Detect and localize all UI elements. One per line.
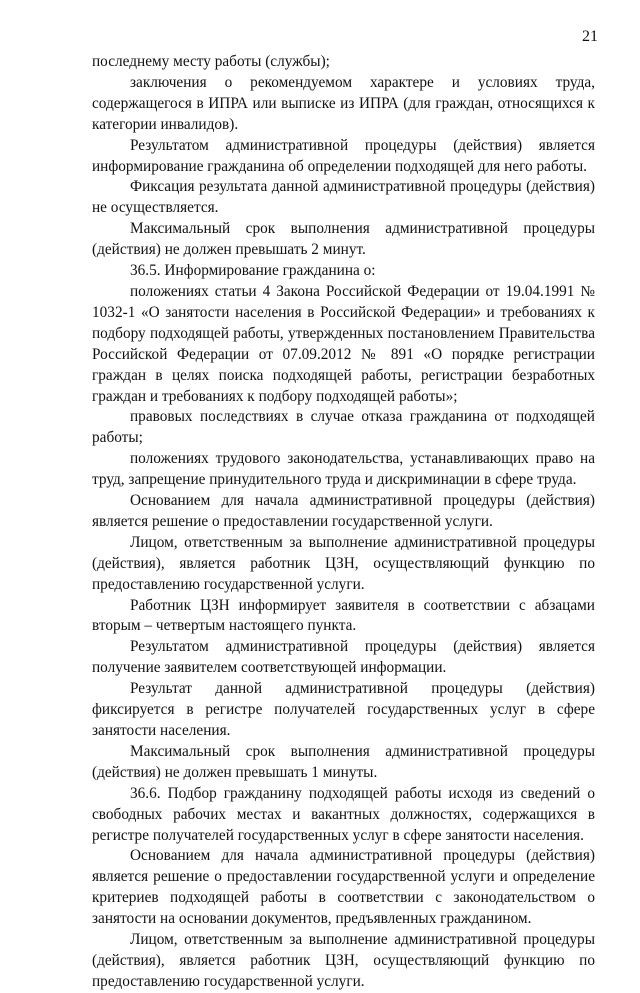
paragraph: положениях трудового законодательства, устанавливающих право на труд, запрещение принудительного труда и дискриминации в сфере труда. [92, 450, 595, 489]
paragraph: Лицом, ответственным за выполнение административной процедуры (действия), является работник ЦЗН, осуществляющий функцию по предоставлению государственной услуги. [92, 931, 595, 990]
document-body [92, 52, 595, 993]
paragraph: Результат данной административной процедуры (действия) фиксируется в регистре получателей государственных услуг в сфере занятости населения. [92, 680, 595, 739]
paragraph: Основанием для начала административной процедуры (действия) является решение о предоставлении государственной услуги и определение критериев подходящей работы в соответствии с законодательством о занятости на основании документов, предъявленных гражданином. [92, 847, 595, 928]
page-number: 21 [582, 28, 598, 45]
paragraph: Результатом административной процедуры (действия) является информирование гражданина об определении подходящей для него работы. [92, 136, 595, 175]
paragraph: Максимальный срок выполнения административной процедуры (действия) не должен превышать 2 минут. [92, 220, 595, 259]
paragraph: положениях статьи 4 Закона Российской Федерации от 19.04.1991 № 1032-1 «О занятости населения в Российской Федерации» и требованиях к подбору подходящей работы, утвержденных постановлением Правительства Российской Федерации от 07.09.2012 № 891 «О порядке регистрации граждан в целях поиска подходящей работы, регистрации безработных граждан и требованиях к подбору подходящей работы»; [92, 282, 595, 405]
section-heading-36-5: 36.5. Информирование гражданина о: [130, 262, 376, 280]
paragraph: правовых последствиях в случае отказа гражданина от подходящей работы; [92, 408, 595, 447]
section-heading-36-6: 36.6. Подбор гражданину подходящей работы исходя из сведений о свободных рабочих местах и вакантных должностях, содержащихся в регистре получателей государственных услуг в сфере занятости населения. [92, 784, 595, 844]
paragraph: Фиксация результата данной административной процедуры (действия) не осуществляется. [92, 178, 595, 217]
paragraph: Максимальный срок выполнения административной процедуры (действия) не должен превышать 1 минуты. [92, 742, 595, 781]
paragraph: Лицом, ответственным за выполнение административной процедуры (действия), является работник ЦЗН, осуществляющий функцию по предоставлению государственной услуги. [92, 533, 595, 593]
paragraph: последнему месту работы (службы); [92, 53, 330, 70]
paragraph: заключения о рекомендуемом характере и условиях труда, содержащегося в ИПРА или выписке из ИПРА (для граждан, относящихся к категории инвалидов). [92, 73, 595, 133]
paragraph: Результатом административной процедуры (действия) является получение заявителем соответствующей информации. [92, 638, 595, 677]
paragraph: Основанием для начала административной процедуры (действия) является решение о предоставлении государственной услуги. [92, 492, 595, 530]
paragraph: Работник ЦЗН информирует заявителя в соответствии с абзацами вторым – четвертым настоящего пункта. [92, 596, 595, 635]
